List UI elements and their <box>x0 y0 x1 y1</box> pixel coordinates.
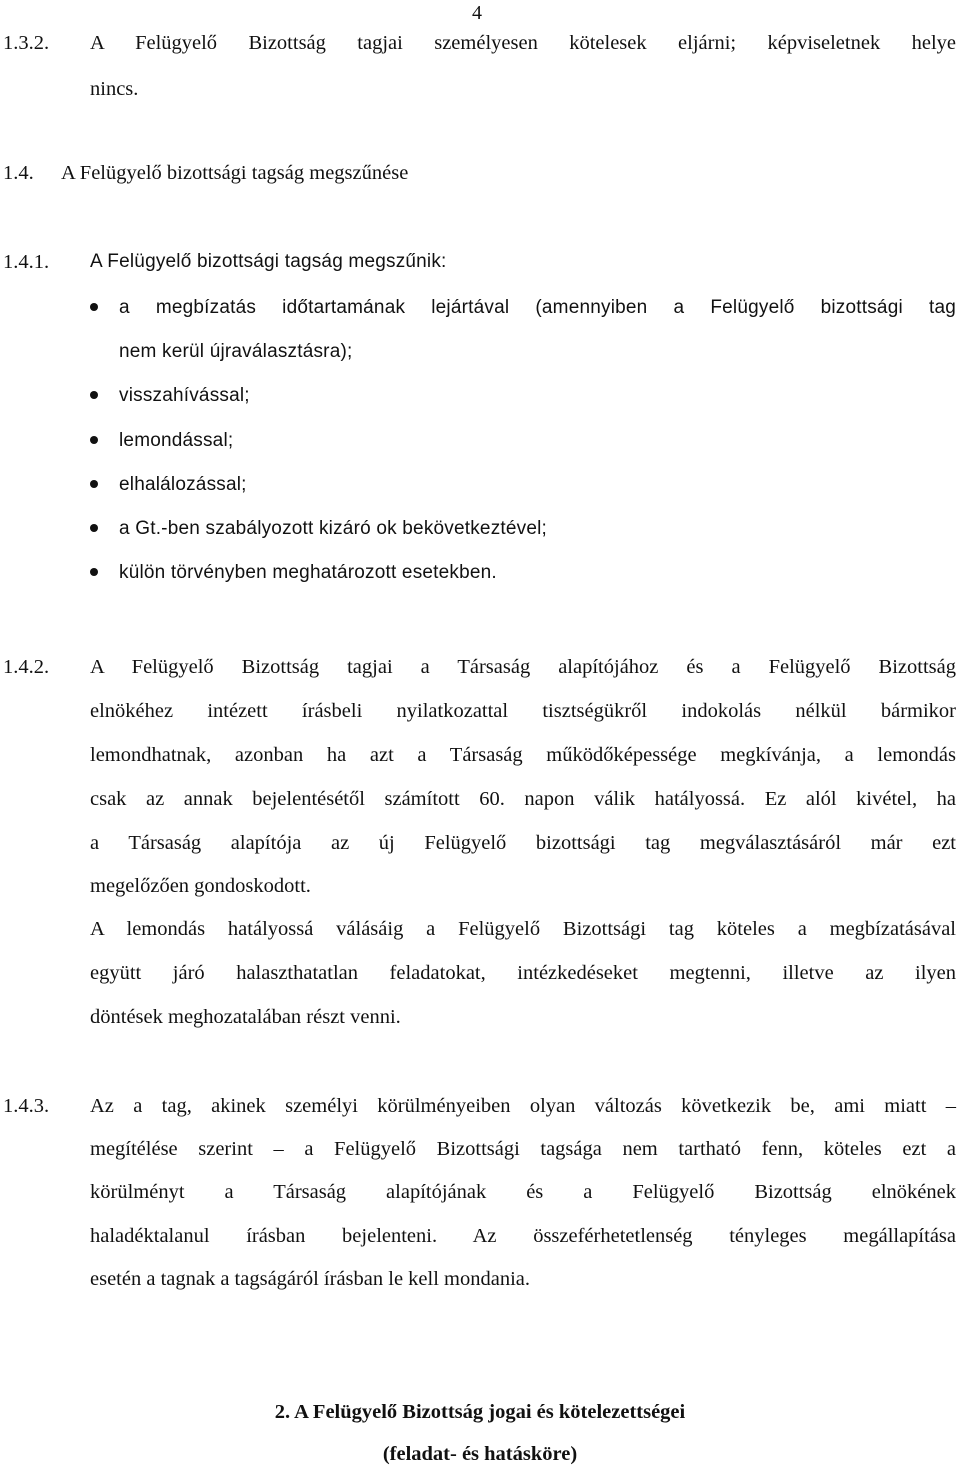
bullet-icon <box>90 391 98 399</box>
section-1-4-2-line: csak az annak bejelentésétől számított 60. napon válik hatályossá. Ez alól kivétel, ha <box>90 788 956 810</box>
chapter-subtitle: (feladat- és hatásköre) <box>382 1443 578 1465</box>
section-1-4-1-number: 1.4.1. <box>3 251 50 273</box>
section-1-4-2-line: döntések meghozatalában részt venni. <box>90 1006 401 1028</box>
bullet-icon <box>90 568 98 576</box>
section-1-4-title: A Felügyelő bizottsági tagság megszűnése <box>61 162 409 184</box>
section-1-3-2-number: 1.3.2. <box>3 32 50 54</box>
section-1-4-2-line: elnökéhez intézett írásbeli nyilatkozattal tisztségükről indokolás nélkül bármikor <box>90 700 956 722</box>
list-item-1-continued: nem kerül újraválasztásra); <box>119 341 353 362</box>
section-1-4-2-line: megelőzően gondoskodott. <box>90 875 311 897</box>
section-1-3-2-line-1: A Felügyelő Bizottság tagjai személyesen kötelesek eljárni; képviseletnek helye <box>90 32 956 54</box>
section-1-3-2-line-2: nincs. <box>90 78 139 100</box>
section-1-4-3-line: megítélése szerint – a Felügyelő Bizottsági tagsága nem tartható fenn, köteles ezt a <box>90 1138 956 1160</box>
bullet-icon <box>90 436 98 444</box>
section-1-4-2-line: a Társaság alapítója az új Felügyelő bizottsági tag megválasztásáról már ezt <box>90 832 956 854</box>
section-1-4-2-line: A Felügyelő Bizottság tagjai a Társaság alapítójához és a Felügyelő Bizottság <box>90 656 956 678</box>
section-1-4-2-number: 1.4.2. <box>3 656 50 678</box>
list-item-2: visszahívással; <box>119 385 250 406</box>
page-number: 4 <box>472 2 482 24</box>
bullet-icon <box>90 303 98 311</box>
section-1-4-3-line: Az a tag, akinek személyi körülményeiben olyan változás következik be, ami miatt – <box>90 1095 956 1117</box>
section-1-4-3-line: körülményt a Társaság alapítójának és a Felügyelő Bizottság elnökének <box>90 1181 956 1203</box>
section-1-4-2-line: együtt járó halaszthatatlan feladatokat, intézkedéseket megtenni, illetve az ilyen <box>90 962 956 984</box>
list-item-3: lemondással; <box>119 430 234 451</box>
section-1-4-3-line: haladéktalanul írásban bejelenteni. Az összeférhetetlenség tényleges megállapítása <box>90 1225 956 1247</box>
list-item-6: külön törvényben meghatározott esetekben. <box>119 562 497 583</box>
bullet-icon <box>90 524 98 532</box>
section-1-4-number: 1.4. <box>3 162 34 184</box>
section-1-4-1-intro: A Felügyelő bizottsági tagság megszűnik: <box>90 251 447 272</box>
section-1-4-3-number: 1.4.3. <box>3 1095 50 1117</box>
section-1-4-3-line: esetén a tagnak a tagságáról írásban le kell mondania. <box>90 1268 530 1290</box>
list-item-1: a megbízatás időtartamának lejártával (amennyiben a Felügyelő bizottsági tag <box>119 297 956 318</box>
list-item-5: a Gt.-ben szabályozott kizáró ok bekövetkeztével; <box>119 518 548 539</box>
bullet-icon <box>90 480 98 488</box>
section-1-4-2-line: lemondhatnak, azonban ha azt a Társaság működőképessége megkívánja, a lemondás <box>90 744 956 766</box>
chapter-title: 2. A Felügyelő Bizottság jogai és kötelezettségei <box>274 1401 686 1423</box>
section-1-4-2-line: A lemondás hatályossá válásáig a Felügyelő Bizottsági tag köteles a megbízatásával <box>90 918 956 940</box>
list-item-4: elhalálozással; <box>119 474 247 495</box>
